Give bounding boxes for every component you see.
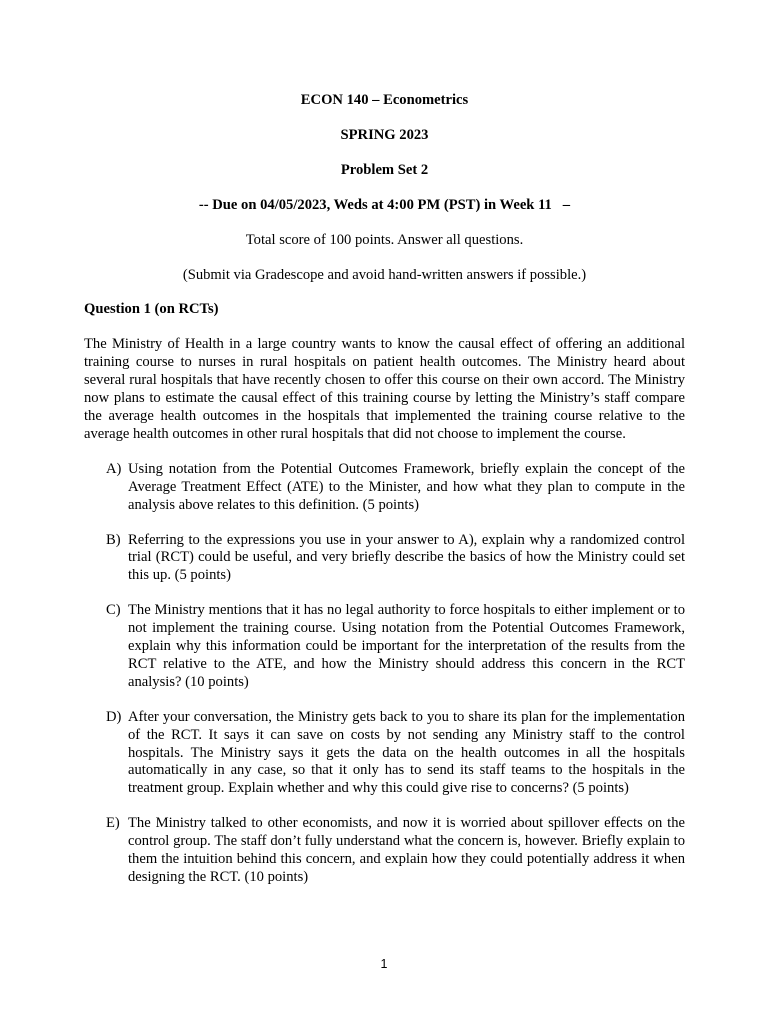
document-page (84, 92, 685, 904)
term-label: SPRING 2023 (340, 126, 429, 143)
part-marker: D) (106, 708, 122, 725)
part-marker: E) (106, 815, 120, 832)
question-1-intro: The Ministry of Health in a large country wants to know the causal effect of offering an additional training course to nurses in rural hospitals on patient health outcomes. The Ministry heard about several rural hospitals that have recently chosen to offer this course on their own accord. The Ministry now plans to estimate the causal effect of this training course by letting the Ministry’s staff compare the average health outcomes in the hospitals that implemented the training course relative to the average health outcomes in other rural hospitals that did not choose to implement the course. (84, 336, 685, 442)
part-marker: A) (106, 460, 122, 477)
question-part-c (84, 602, 685, 692)
problem-set-title: Problem Set 2 (340, 161, 429, 178)
question-1-heading: Question 1 (on RCTs) (84, 301, 219, 318)
submission-note: (Submit via Gradescope and avoid hand-written answers if possible.) (182, 266, 587, 283)
question-part-d (84, 709, 685, 799)
part-text: The Ministry talked to other economists, and now it is worried about spillover effects on the control group. The staff don’t fully understand what the concern is, however. Briefly explain to them the intuition behind this concern, and explain how they could potentially address it when designing the RCT. (10 points) (128, 815, 685, 885)
question-part-e (84, 815, 685, 887)
part-text: Using notation from the Potential Outcomes Framework, briefly explain the concept of the Average Treatment Effect (ATE) to the Minister, and how what they plan to compute in the analysis above relates to this definition. (5 points) (128, 460, 685, 513)
part-text: Referring to the expressions you use in your answer to A), explain why a randomized control trial (RCT) could be useful, and very briefly describe the basics of how the Ministry could set this up. (5 points) (128, 531, 685, 584)
course-title: ECON 140 – Econometrics (300, 92, 469, 108)
question-part-a (84, 461, 685, 515)
part-text: The Ministry mentions that it has no legal authority to force hospitals to either implement or to not implement the training course. Using notation from the Potential Outcomes Framework, explain why this information could be important for the interpretation of the results from the RCT relative to the ATE, and how the Ministry should address this concern in the RCT analysis? (10 points) (128, 602, 685, 690)
total-score-line: Total score of 100 points. Answer all questions. (245, 231, 524, 248)
due-date-line: -- Due on 04/05/2023, Weds at 4:00 PM (PST) in Week 11 – (198, 196, 571, 213)
part-marker: C) (106, 602, 121, 619)
part-text: After your conversation, the Ministry gets back to you to share its plan for the implementation of the RCT. It says it can save on costs by not sending any Ministry staff to the control hospitals. The Ministry says it gets the data on the health outcomes in all the hospitals automatically in any case, so that it only has to send its staff teams to the hospitals in the treatment group. Explain whether and why this could give rise to concerns? (5 points) (128, 708, 685, 797)
question-part-b (84, 532, 685, 586)
part-marker: B) (106, 531, 121, 548)
page-number: 1 (380, 957, 388, 971)
question-1-parts (84, 461, 685, 887)
